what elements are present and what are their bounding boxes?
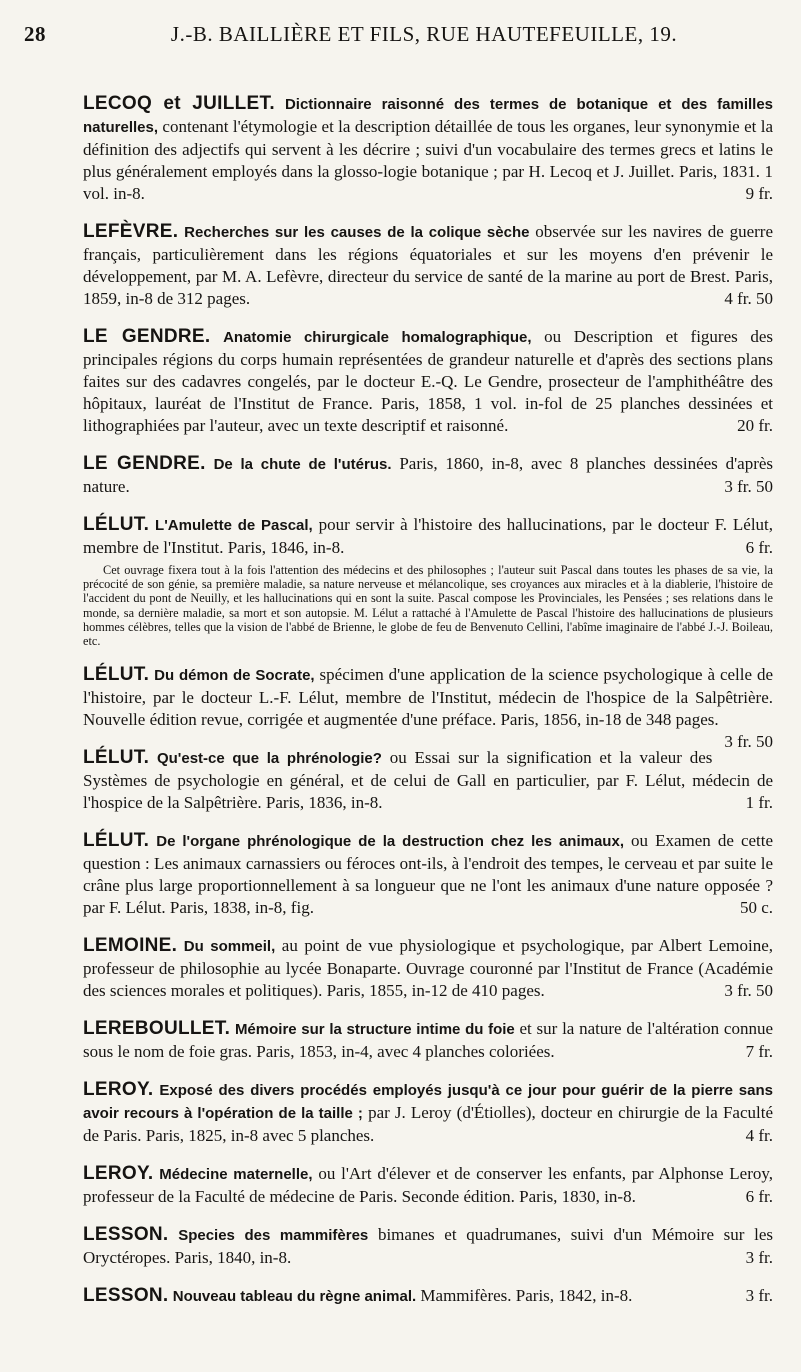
entry-title: Anatomie chirurgicale homalographique, [223,329,532,346]
entry-author: LEREBOULLET. [83,1018,231,1040]
entry-text: ou Description et figures des principales régions du corps humain représentées de grandeur naturelle et d'après des sections plans faites sur des cadavres congelés, par le docteur E.-Q. Le Gendre, prosecteur de l'amphithéâtre des hôpitaux, lauréat de l'Institut de France. Paris, 1858, 1 vol. in-fol de 25 planches dessinées et lithographiées par l'auteur, avec un texte descriptif et raisonné. [83,327,774,435]
catalog-entry [83,1224,773,1269]
entry-note: Cet ouvrage fixera tout à la fois l'attention des médecins et des philosophes ; l'auteur suit Pascal dans toutes les phases de sa vie, la précocité de son génie, sa première maladie, sa nature nerveuse et mélancolique, ses croyances aux miracles et à la diablerie, l'histoire de l'accident du pont de Neuilly, et les hallucinations qui en sont la suite. Pascal compose les Provinciales, les Pensées ; ses relations dans le monde, sa dernière maladie, sa mort et son autopsie. M. Lélut a rattaché à l'Amulette de Pascal l'histoire des hallucinations de plusieurs hommes célèbres, telles que la vision de l'abbé de Brienne, le globe de feu de Benvenuto Cellini, l'abîme imaginaire de l'abbé J.-J. Boileau, etc. [83,563,773,649]
entry-author: LEROY. [83,1079,154,1101]
entry-title: Exposé des divers procédés employés jusqu'à ce jour pour guérir de la pierre sans avoir recours à l'opération de la taille ; [83,1082,773,1123]
entry-author: LEFÈVRE. [83,221,179,242]
entry-title: Du démon de Socrate, [154,667,315,685]
catalog-entries [83,93,773,1324]
entry-author: LÉLUT. [83,664,150,686]
entry-price: 3 fr. 50 [724,732,773,752]
entry-text: contenant l'étymologie et la description détaillée de tous les organes, leur synonymie et la définition des adjectifs qui servent à les décrire ; suivi d'un vocabulaire des termes grecs et latins le plus généralement employés dans la glosso-logie botanique ; par H. Lecoq et J. Juillet. Paris, 1831. 1 vol. in-8. [83,117,774,203]
entry-price: 3 fr. [745,1248,773,1268]
entry-price: 3 fr. 50 [724,477,773,496]
entry-author: LÉLUT. [83,830,150,852]
entry-title: Nouveau tableau du règne animal. [172,1288,417,1306]
entry-text: et sur la nature de l'altération connue sous le nom de foie gras. Paris, 1853, in-4, avec 4 planches coloriées. [83,1019,773,1062]
page-header [24,22,784,62]
entry-author: LE GENDRE. [83,453,206,474]
catalog-entry [83,1018,773,1063]
entry-price: 6 fr. [745,1187,773,1207]
entry-text: observée sur les navires de guerre français, particulièrement dans les régions équatoriales et sur les moyens d'en prévenir le développement, par M. A. Lefèvre, directeur du service de santé de la marine au port de Brest. Paris, 1859, in-8 de 312 pages. [83,222,774,308]
catalog-entry [83,1163,773,1208]
entry-title: Mémoire sur la structure intime du foie [234,1021,515,1039]
catalog-entry [83,93,773,205]
catalog-entry [83,747,773,814]
catalog-entry [83,1079,773,1147]
catalog-entry [83,935,773,1002]
entry-title: Médecine maternelle, [159,1166,313,1184]
catalog-entry [83,453,773,498]
entry-title: L'Amulette de Pascal, [155,517,313,534]
page-number: 28 [24,22,46,46]
entry-text: spécimen d'une application de la science psychologique à celle de l'histoire, par le docteur L.-F. Lélut, membre de l'Institut, médecin de l'hospice de la Salpêtrière. Nouvelle édition revue, corrigée et augmentée d'une préface. Paris, 1856, in-18 de 348 pages. [83,665,774,730]
entry-author: LÉLUT. [83,514,150,535]
entry-price: 6 fr. [745,538,773,557]
entry-text: pour servir à l'histoire des hallucinations, par le docteur F. Lélut, membre de l'Institut. Paris, 1846, in-8. [83,515,774,557]
entry-title: Du sommeil, [183,938,276,956]
entry-author: LEROY. [83,1163,154,1185]
catalog-entry [83,830,773,919]
entry-title: Species des mammifères [178,1227,369,1245]
entry-text: ou Essai sur la signification et la valeur des Systèmes de psychologie en général, et de celui de Gall en particulier, par F. Lélut, médecin de l'hospice de la Salpêtrière. Paris, 1836, in-8. [83,748,773,813]
entry-text: ou Examen de cette question : Les animaux carnassiers ou féroces ont-ils, à l'endroit des tempes, le cerveau et par suite le crâne plus large proportionnellement à sa longueur que ne l'ont les animaux d'une nature opposée ? par F. Lélut. Paris, 1838, in-8, fig. [83,831,774,918]
entry-author: LESSON. [83,1285,169,1307]
entry-author: LEMOINE. [83,935,178,957]
catalog-entry [83,664,774,752]
entry-price: 9 fr. [745,184,773,203]
catalog-entry [83,1285,773,1308]
entry-author: LESSON. [83,1224,169,1246]
entry-price: 7 fr. [745,1042,773,1062]
catalog-entry [83,221,773,310]
entry-price: 20 fr. [737,416,773,435]
entry-text: bimanes et quadrumanes, suivi d'un Mémoire sur les Oryctéropes. Paris, 1840, in-8. [83,1225,773,1268]
entry-author: LÉLUT. [83,747,150,769]
entry-title: Recherches sur les causes de la colique sèche [184,224,530,241]
entry-price: 3 fr. [745,1286,773,1306]
entry-title: De la chute de l'utérus. [213,456,392,473]
entry-text: au point de vue physiologique et psychologique, par Albert Lemoine, professeur de philosophie au lycée Bonaparte. Ouvrage couronné par l'Institut de France (Académie des sciences morales et politiques). Paris, 1855, in-12 de 410 pages. [83,936,773,1001]
entry-price: 3 fr. 50 [724,981,773,1001]
entry-title: Dictionnaire raisonné des termes de botanique et des familles naturelles, [83,96,774,136]
entry-author: LE GENDRE. [83,326,211,347]
entry-text: Paris, 1860, in-8, avec 8 planches dessinées d'après nature. [83,454,774,496]
catalog-entry [83,514,773,648]
entry-title: De l'organe phrénologique de la destruction chez les animaux, [156,833,624,851]
entry-text: par J. Leroy (d'Étiolles), docteur en chirurgie de la Faculté de Paris. Paris, 1825, in-8 avec 5 planches. [83,1103,774,1146]
entry-price: 4 fr. [745,1126,773,1146]
catalog-entry [83,326,773,437]
entry-text: ou l'Art d'élever et de conserver les enfants, par Alphonse Leroy, professeur de la Faculté de médecine de Paris. Seconde édition. Paris, 1830, in-8. [83,1164,774,1207]
entry-price: 1 fr. [745,793,773,813]
entry-title: Qu'est-ce que la phrénologie? [156,750,382,768]
entry-text: Mammifères. Paris, 1842, in-8. [420,1286,633,1306]
entry-price: 50 c. [739,898,773,918]
entry-price: 4 fr. 50 [724,289,773,308]
running-head: J.-B. BAILLIÈRE ET FILS, RUE HAUTEFEUILLE, 19. [170,22,678,46]
entry-author: LECOQ et JUILLET. [83,93,275,114]
